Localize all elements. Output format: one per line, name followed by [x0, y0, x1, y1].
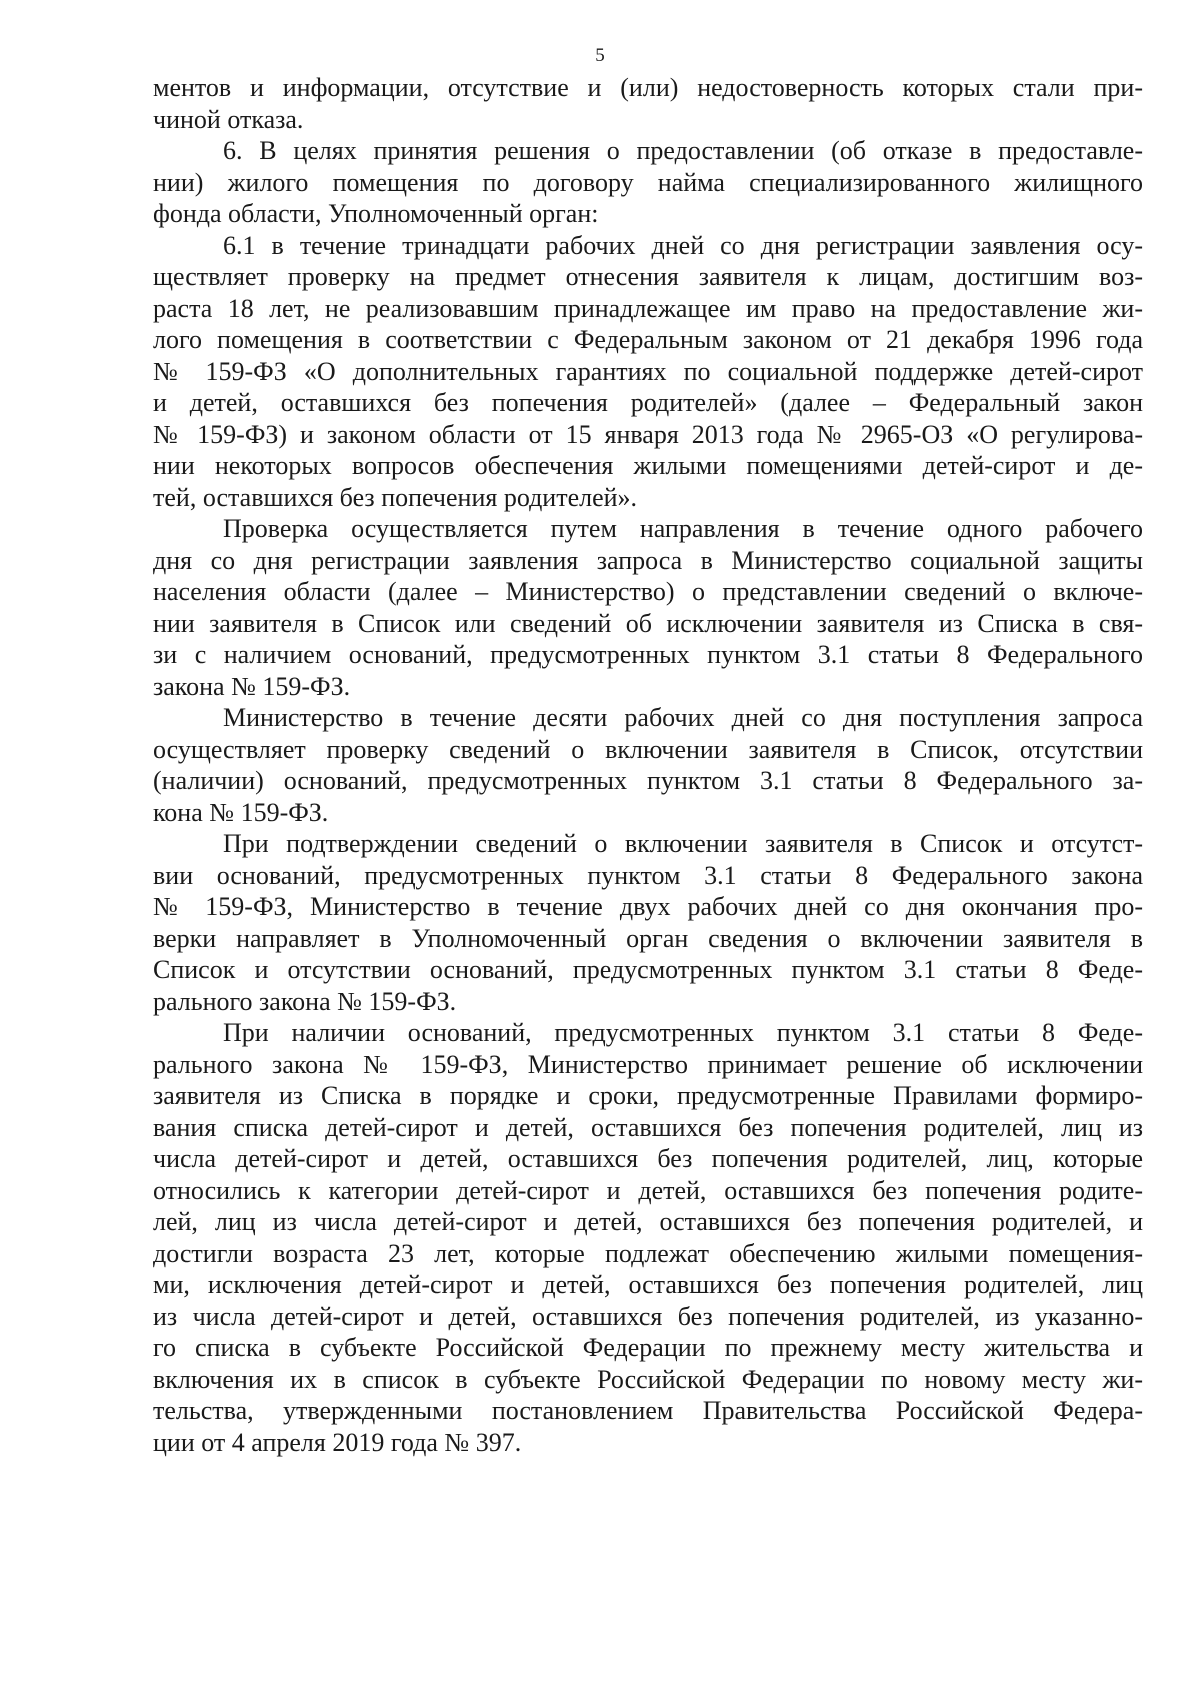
text-line: Министерство в течение десяти рабочих дней со дня поступления запроса [223, 703, 1143, 732]
text-line: рального закона № 159-ФЗ, Министерство принимает решение об исключении [153, 1049, 1143, 1079]
text-line: ществляет проверку на предмет отнесения заявителя к лицам, достигшим воз- [153, 262, 1143, 291]
text-line: закона № 159-ФЗ. [153, 671, 351, 701]
text-line: вии оснований, предусмотренных пунктом 3.1 статьи 8 Федерального закона [153, 860, 1143, 890]
text-line: достигли возраста 23 лет, которые подлежат обеспечению жилыми помещения- [153, 1238, 1143, 1268]
text-line: го списка в субъекте Российской Федерации по прежнему месту жительства и [153, 1333, 1143, 1362]
text-line: дня со дня регистрации заявления запроса в Министерство социальной защиты [153, 545, 1143, 575]
text-line: ми, исключения детей-сирот и детей, оставшихся без попечения родителей, лиц [153, 1270, 1143, 1299]
text-line: относились к категории детей-сирот и детей, оставшихся без попечения родите- [153, 1175, 1143, 1205]
document-body [153, 72, 1143, 1458]
text-line: осуществляет проверку сведений о включении заявителя в Список, отсутствии [153, 734, 1143, 764]
text-line: лей, лиц из числа детей-сирот и детей, оставшихся без попечения родителей, и [153, 1207, 1143, 1236]
text-line: включения их в список в субъекте Российской Федерации по новому месту жи- [153, 1364, 1143, 1394]
text-line: из числа детей-сирот и детей, оставшихся без попечения родителей, из указанно- [153, 1301, 1143, 1331]
text-line: заявителя из Списка в порядке и сроки, предусмотренные Правилами формиро- [153, 1081, 1143, 1110]
text-line: Список и отсутствии оснований, предусмотренных пунктом 3.1 статьи 8 Феде- [153, 955, 1143, 984]
text-line: ментов и информации, отсутствие и (или) недостоверность которых стали при- [153, 73, 1143, 102]
text-line: нии заявителя в Список или сведений об исключении заявителя из Списка в свя- [153, 608, 1143, 638]
text-line: (наличии) оснований, предусмотренных пунктом 3.1 статьи 8 Федерального за- [153, 766, 1143, 795]
text-line: тей, оставшихся без попечения родителей». [153, 482, 638, 512]
text-line: тельства, утвержденными постановлением Правительства Российской Федера- [153, 1396, 1143, 1425]
text-line: чиной отказа. [153, 104, 304, 134]
text-line: При наличии оснований, предусмотренных пунктом 3.1 статьи 8 Феде- [223, 1018, 1143, 1047]
text-line: кона № 159-ФЗ. [153, 797, 329, 827]
text-line: раста 18 лет, не реализовавшим принадлежащее им право на предоставление жи- [153, 293, 1143, 323]
page-number: 5 [595, 45, 605, 66]
text-line: ции от 4 апреля 2019 года № 397. [153, 1427, 522, 1457]
text-line: зи с наличием оснований, предусмотренных пунктом 3.1 статьи 8 Федерального [153, 640, 1143, 669]
text-line: 6. В целях принятия решения о предоставлении (об отказе в предоставле- [223, 136, 1143, 165]
text-line: вания списка детей-сирот и детей, оставшихся без попечения родителей, лиц из [153, 1112, 1143, 1142]
text-line: лого помещения в соответствии с Федеральным законом от 21 декабря 1996 года [153, 325, 1143, 354]
text-line: и детей, оставшихся без попечения родителей» (далее – Федеральный закон [153, 388, 1143, 417]
text-line: фонда области, Уполномоченный орган: [153, 199, 599, 228]
text-line: 6.1 в течение тринадцати рабочих дней со дня регистрации заявления осу- [223, 230, 1143, 260]
text-line: числа детей-сирот и детей, оставшихся без попечения родителей, лиц, которые [153, 1144, 1143, 1173]
text-line: № 159-ФЗ «О дополнительных гарантиях по социальной поддержке детей-сирот [153, 356, 1143, 386]
text-line: населения области (далее – Министерство) о представлении сведений о включе- [153, 577, 1143, 606]
text-line: Проверка осуществляется путем направления в течение одного рабочего [223, 514, 1143, 543]
text-line: № 159-ФЗ) и законом области от 15 января 2013 года № 2965-ОЗ «О регулирова- [153, 419, 1143, 449]
text-line: нии некоторых вопросов обеспечения жилыми помещениями детей-сирот и де- [153, 451, 1143, 480]
text-line: рального закона № 159-ФЗ. [153, 986, 457, 1016]
text-line: № 159-ФЗ, Министерство в течение двух рабочих дней со дня окончания про- [153, 892, 1143, 921]
text-line: При подтверждении сведений о включении заявителя в Список и отсутст- [223, 829, 1143, 858]
text-line: верки направляет в Уполномоченный орган сведения о включении заявителя в [153, 923, 1143, 953]
text-line: нии) жилого помещения по договору найма специализированного жилищного [153, 167, 1143, 197]
